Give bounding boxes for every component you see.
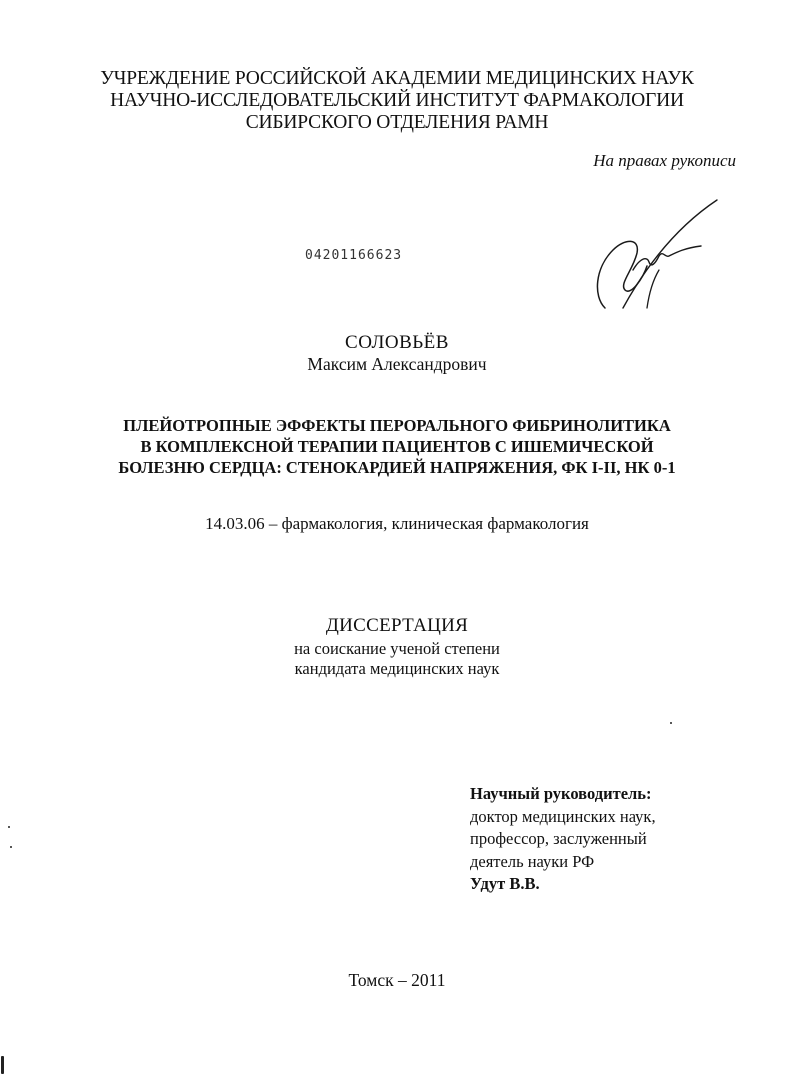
specialty-code: 14.03.06 – фармакология, клиническая фармакология [205,514,589,533]
degree-description [0,639,794,679]
institution-line-1: УЧРЕЖДЕНИЕ РОССИЙСКОЙ АКАДЕМИИ МЕДИЦИНСКИХ НАУК [100,68,694,89]
degree-line-2: кандидата медицинских наук [294,659,500,678]
supervisor-name: Удут В.В. [470,874,540,893]
scan-speck [670,722,672,724]
dissertation-title [0,415,794,478]
author-surname: СОЛОВЬЁВ [345,332,449,353]
place-year: Томск – 2011 [348,970,446,990]
title-line-2: В КОМПЛЕКСНОЙ ТЕРАПИИ ПАЦИЕНТОВ С ИШЕМИЧЕСКОЙ [140,437,654,456]
supervisor-title: профессор, заслуженный [470,829,647,848]
supervisor-block [470,783,656,896]
title-line-3: БОЛЕЗНЮ СЕРДЦА: СТЕНОКАРДИЕЙ НАПРЯЖЕНИЯ, ФК I-II, НК 0-1 [118,458,676,477]
title-line-1: ПЛЕЙОТРОПНЫЕ ЭФФЕКТЫ ПЕРОРАЛЬНОГО ФИБРИНОЛИТИКА [123,416,671,435]
author-name: Максим Александрович [307,354,487,374]
signature [585,198,725,318]
supervisor-label: Научный руководитель: [470,784,652,803]
document-code: 04201166623 [305,248,403,263]
degree-line-1: на соискание ученой степени [294,639,500,658]
institution-line-2: НАУЧНО-ИССЛЕДОВАТЕЛЬСКИЙ ИНСТИТУТ ФАРМАКОЛОГИИ [110,90,684,111]
scan-speck [10,846,12,848]
scan-speck [8,826,10,828]
manuscript-rights-note: На правах рукописи [593,151,736,170]
institution-line-3: СИБИРСКОГО ОТДЕЛЕНИЯ РАМН [245,112,549,133]
supervisor-degree: доктор медицинских наук, [470,806,656,826]
scan-edge-mark [1,1056,4,1074]
supervisor-honor: деятель науки РФ [470,851,595,871]
dissertation-heading: ДИССЕРТАЦИЯ [325,615,469,636]
institution-header [0,68,794,134]
